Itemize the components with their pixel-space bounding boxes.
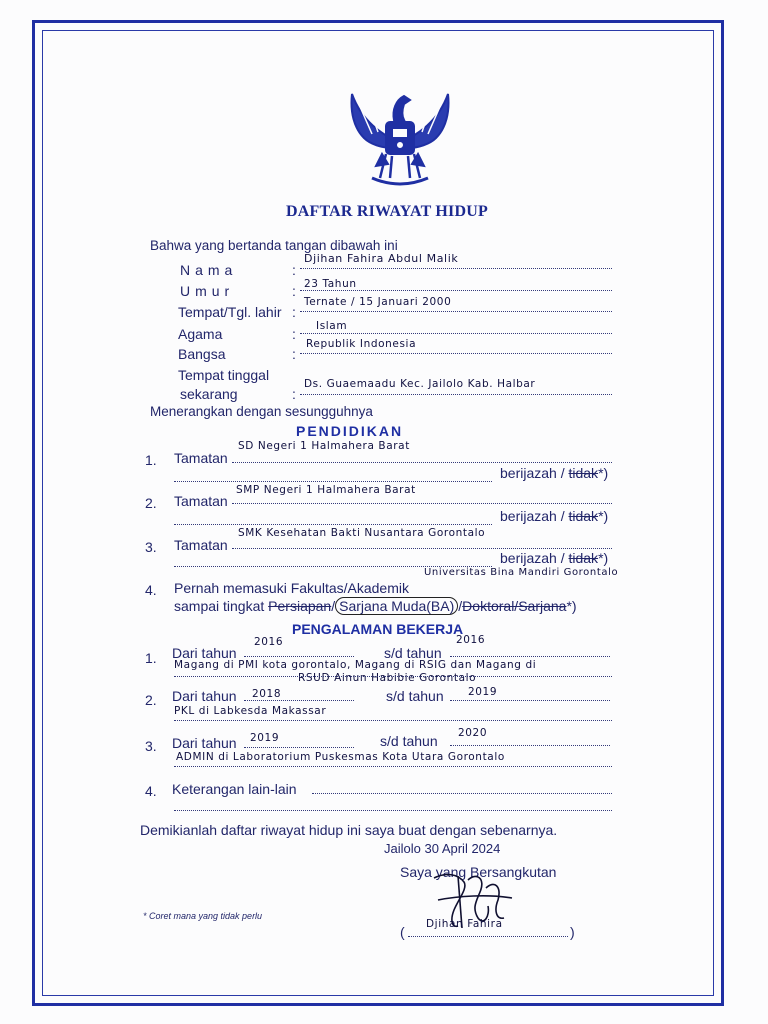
place-date: Jailolo 30 April 2024 <box>384 841 501 856</box>
pendidikan-num-1: 1. <box>145 452 157 468</box>
pengalaman-to-1: 2016 <box>456 634 486 646</box>
sampai-tingkat-label: sampai tingkat <box>174 598 265 614</box>
ttl-value: Ternate / 15 Januari 2000 <box>304 296 452 308</box>
signer-name: Djihan Fahira <box>426 918 503 930</box>
pengalaman-dari-3: Dari tahun <box>172 735 237 751</box>
pengalaman-sd-1: s/d tahun <box>384 645 442 661</box>
pendidikan-heading: PENDIDIKAN <box>296 423 404 439</box>
pendidikan-label-2: Tamatan <box>174 493 228 509</box>
bangsa-dotted-line <box>300 353 612 354</box>
nama-value: Djihan Fahira Abdul Malik <box>304 252 459 265</box>
pendidikan-label-1: Tamatan <box>174 450 228 466</box>
pendidikan-dotted-1b <box>174 481 492 482</box>
pendidikan-dotted-2b <box>174 524 492 525</box>
pengalaman-dotted-2a <box>174 720 612 721</box>
berijazah-row-3 <box>500 550 608 566</box>
pengalaman-to-2: 2019 <box>468 686 498 698</box>
footnote-text: * Coret mana yang tidak perlu <box>143 911 263 921</box>
signer-dotted-line <box>408 936 568 937</box>
nama-dotted-line <box>300 268 612 269</box>
footnote-mark-2: *) <box>598 508 609 524</box>
keterangan-num: 4. <box>145 783 157 799</box>
pendidikan-value-3: SMK Kesehatan Bakti Nusantara Gorontalo <box>238 527 486 539</box>
pengalaman-to-3: 2020 <box>458 727 488 739</box>
sarjana-muda-circled: Sarjana Muda(BA) <box>335 597 458 615</box>
footnote-mark-4: *) <box>566 598 577 614</box>
berijazah-label-1: berijazah / <box>500 465 565 481</box>
pengalaman-from-1: 2016 <box>254 636 284 648</box>
umur-value: 23 Tahun <box>304 278 357 290</box>
pengalaman-dari-1: Dari tahun <box>172 645 237 661</box>
bangsa-value: Republik Indonesia <box>306 338 417 350</box>
footnote-mark-1: *) <box>598 465 609 481</box>
intro-text: Bahwa yang bertanda tangan dibawah ini <box>150 238 398 253</box>
pendidikan-dotted-3a <box>232 548 612 549</box>
closing-text: Demikianlah daftar riwayat hidup ini saya buat dengan sebenarnya. <box>140 822 558 838</box>
agama-value: Islam <box>316 320 348 332</box>
footnote-mark-3: *) <box>598 550 609 566</box>
pengalaman-dotted-1a <box>174 676 612 677</box>
paren-open: ( <box>400 924 405 940</box>
agama-dotted-line <box>300 333 612 334</box>
pengalaman-dotted-from-3 <box>244 747 354 748</box>
saya-bersangkutan: Saya yang Bersangkutan <box>400 864 557 880</box>
umur-label: Umur <box>180 283 235 299</box>
agama-label: Agama <box>178 326 223 342</box>
tidak-strike-1: tidak <box>568 465 599 481</box>
pendidikan-label-4: Pernah memasuki Fakultas/Akademik <box>174 580 409 596</box>
pengalaman-desc-3: ADMIN di Laboratorium Puskesmas Kota Utara Gorontalo <box>176 751 505 763</box>
pengalaman-dotted-to-1 <box>450 656 610 657</box>
pengalaman-from-2: 2018 <box>252 688 282 700</box>
pengalaman-from-3: 2019 <box>250 732 280 744</box>
pengalaman-dotted-to-2 <box>450 700 610 701</box>
tempat-dotted-line <box>300 394 612 395</box>
ttl-dotted-line <box>300 311 612 312</box>
pendidikan-value-2: SMP Negeri 1 Halmahera Barat <box>236 484 416 496</box>
keterangan-dotted-a <box>312 793 612 794</box>
pendidikan-value-1: SD Negeri 1 Halmahera Barat <box>238 440 410 452</box>
pengalaman-dari-2: Dari tahun <box>172 688 237 704</box>
pengalaman-dotted-from-2 <box>244 700 354 701</box>
pendidikan-num-2: 2. <box>145 495 157 511</box>
berijazah-label-2: berijazah / <box>500 508 565 524</box>
nama-label: Nama <box>180 262 238 278</box>
garuda-emblem-icon <box>342 82 458 194</box>
tidak-strike-3: tidak <box>568 550 599 566</box>
pengalaman-desc-2: PKL di Labkesda Makassar <box>174 705 327 717</box>
pengalaman-num-1: 1. <box>145 650 157 666</box>
pengalaman-dotted-3a <box>174 766 612 767</box>
tempat-tinggal-label-2: sekarang <box>180 386 238 402</box>
pendidikan-dotted-1a <box>232 462 612 463</box>
bangsa-label: Bangsa <box>178 346 226 362</box>
pengalaman-num-3: 3. <box>145 738 157 754</box>
keterangan-dotted-b <box>174 810 612 811</box>
tingkat-slash-2: / <box>458 598 463 614</box>
pendidikan-label-3: Tamatan <box>174 537 228 553</box>
berijazah-row-1 <box>500 465 608 481</box>
paren-close: ) <box>570 924 575 940</box>
tingkat-slash: / <box>331 598 336 614</box>
ttl-label: Tempat/Tgl. lahir <box>178 304 282 320</box>
umur-colon: : <box>292 283 296 299</box>
pengalaman-desc-1a: Magang di PMI kota gorontalo, Magang di RSIG dan Magang di <box>174 659 537 671</box>
pendidikan-value-4: Universitas Bina Mandiri Gorontalo <box>424 567 619 578</box>
tempat-value: Ds. Guaemaadu Kec. Jailolo Kab. Halbar <box>304 378 536 390</box>
pengalaman-sd-3: s/d tahun <box>380 733 438 749</box>
tidak-strike-2: tidak <box>568 508 599 524</box>
agama-colon: : <box>292 326 296 342</box>
ttl-colon: : <box>292 304 296 320</box>
keterangan-label: Keterangan lain-lain <box>172 781 297 797</box>
pengalaman-num-2: 2. <box>145 692 157 708</box>
tingkat-row <box>174 598 577 614</box>
pendidikan-num-3: 3. <box>145 539 157 555</box>
pengalaman-desc-1b: RSUD Ainun Habibie Gorontalo <box>298 672 477 684</box>
bangsa-colon: : <box>292 346 296 362</box>
pengalaman-sd-2: s/d tahun <box>386 688 444 704</box>
pendidikan-num-4: 4. <box>145 582 157 598</box>
umur-dotted-line <box>300 290 612 291</box>
berijazah-label-3: berijazah / <box>500 550 565 566</box>
doktoral-strike: Doktoral/Sarjana <box>462 598 567 614</box>
persiapan-strike: Persiapan <box>268 598 332 614</box>
pendidikan-dotted-2a <box>232 503 612 504</box>
page-title: DAFTAR RIWAYAT HIDUP <box>286 203 488 220</box>
nama-colon: : <box>292 262 296 278</box>
tempat-tinggal-label-1: Tempat tinggal <box>178 367 270 383</box>
menerangkan-text: Menerangkan dengan sesungguhnya <box>150 404 373 419</box>
berijazah-row-2 <box>500 508 608 524</box>
pengalaman-dotted-to-3 <box>450 745 610 746</box>
pengalaman-dotted-from-1 <box>244 656 354 657</box>
pengalaman-heading: PENGALAMAN BEKERJA <box>292 621 464 637</box>
tempat-colon: : <box>292 386 296 402</box>
